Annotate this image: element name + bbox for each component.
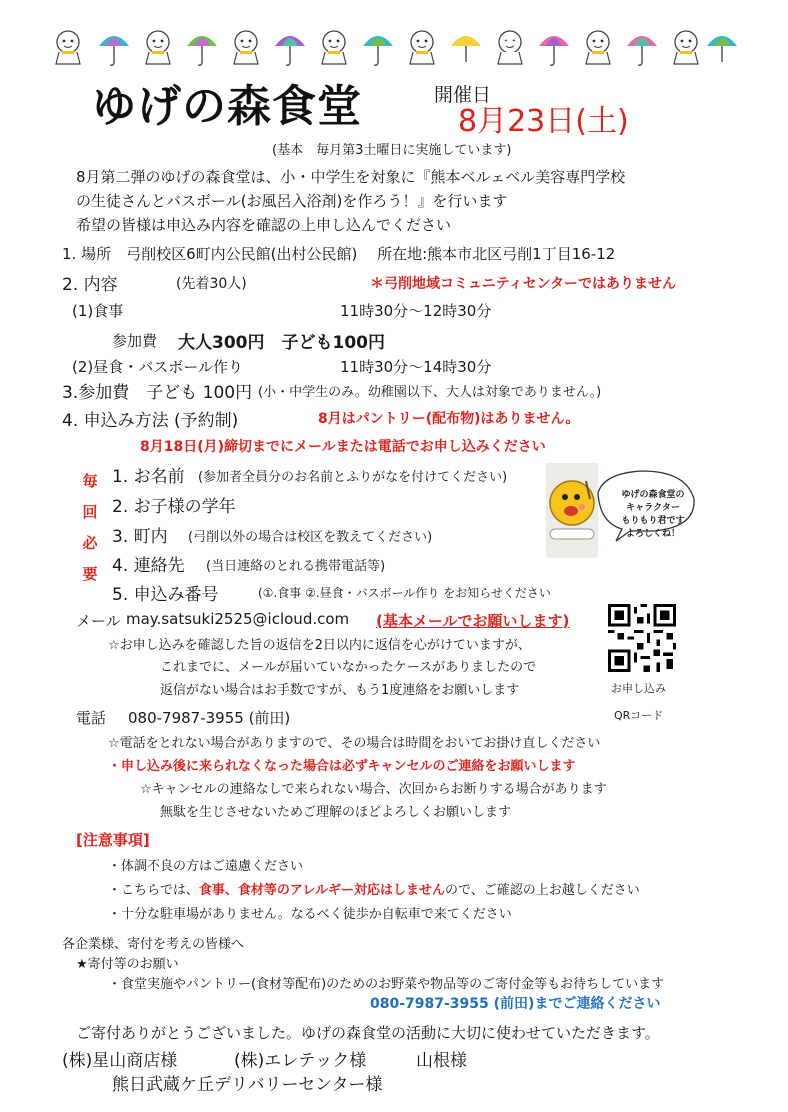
donation-heading: ★寄付等のお願い [76,957,179,972]
mascot-illustration [546,463,698,558]
mail-note-line: これまでに、メールが届いていなかったケースがありましたので [160,660,537,675]
bathball-time: 11時30分～14時30分 [340,358,492,376]
intro-line: の生徒さんとバスボール(お風呂入浴剤)を作ろう！』を行います [76,192,508,210]
umbrella-icon [448,28,484,68]
required-item-grade: 2. お子様の学年 [112,497,236,517]
mascot-bubble-line: もりもり君です [621,516,685,526]
mail-label: メール [76,612,121,630]
notes-text: ので、ご確認の上お越しください [445,883,640,898]
mascot-bubble-line: よろしくね！ [625,529,680,539]
required-char: 回 [82,503,98,521]
notes-line: ・体調不良の方はご遠慮ください [108,859,304,874]
fee-heading: 3.参加費 子ども 100円 [62,383,253,403]
donation-body: ・食堂実施やパントリー(食材等配布)のためのお野菜や物品等のご寄付金等もお待ちしています [108,977,665,992]
teru-teru-bozu-icon [228,28,264,68]
intro-line: 希望の皆様は申込み内容を確認の上申し込んでください [76,216,452,234]
apply-deadline: 8月18日(月)締切までにメールまたは電話でお申し込みください [140,439,546,455]
mail-address[interactable]: may.satsuki2525@icloud.com [126,610,350,628]
required-item-note: (弓削以外の場合は校区を教えてください) [188,530,433,545]
date-label: 開催日 [434,84,492,106]
intro-line: 8月第二弾のゆげの森食堂は、小・中学生を対象に『熊本ベルェベル美容専門学校 [76,168,626,186]
required-item-note: (参加者全員分のお名前とふりがなを付けてください) [198,470,508,485]
required-item-name: 1. お名前 [112,467,185,487]
umbrella-icon [272,28,308,68]
page-title: ゆげの森食堂 [92,81,362,132]
phone-number[interactable]: 080-7987-3955 (前田) [128,709,291,727]
place-line: 1. 場所 弓削校区6町内公民館(出村公民館) 所在地:熊本市北区弓削1丁目16-12 [62,245,616,263]
teru-teru-bozu-icon [404,28,440,68]
teru-teru-bozu-icon [492,28,528,68]
apply-pantry-note: 8月はパントリー(配布物)はありません。 [318,411,580,427]
thanks-line: ご寄付ありがとうございました。ゆげの森食堂の活動に大切に使わせていただきます。 [76,1024,660,1042]
teru-teru-bozu-icon [316,28,352,68]
required-item-number: 5. 申込み番号 [112,585,219,605]
required-item-town: 3. 町内 [112,527,168,547]
phone-note-line: ☆キャンセルの連絡なしで来られない場合、次回からお断りする場合があります [140,782,607,797]
notes-line: ・十分な駐車場がありません。なるべく徒歩か自転車で来てください [108,907,512,922]
required-char: 要 [82,565,98,583]
required-vertical-label [80,466,100,590]
teru-teru-bozu-icon [668,28,704,68]
teru-teru-bozu-icon [580,28,616,68]
notes-heading: [注意事項] [76,831,150,849]
qr-caption: QRコード [614,709,664,722]
donation-contact: 080-7987-3955 (前田)までご連絡ください [370,996,661,1012]
teru-teru-bozu-icon [50,28,86,68]
umbrella-icon [624,28,660,68]
notes-line-allergy [108,879,640,898]
bathball-label: (2)昼食・バスボール作り [72,358,243,376]
sponsor-name: 熊日武蔵ケ丘デリバリーセンター様 [112,1075,383,1095]
mail-basic-note: (基本メールでお願いします) [376,612,570,630]
umbrella-icon [184,28,220,68]
meal-fee-value: 大人300円 子ども100円 [178,333,385,353]
event-date: 8月23日(土) [458,104,629,139]
content-heading: 2. 内容 [62,275,118,295]
phone-label: 電話 [76,709,107,727]
required-item-contact: 4. 連絡先 [112,556,185,576]
decorative-border [50,28,740,68]
mail-note-line: 返信がない場合はお手数ですが、もう1度連絡をお願いします [160,683,520,698]
cancel-warning: ・申し込み後に来られなくなった場合は必ずキャンセルのご連絡をお願いします [108,759,576,774]
phone-note-line: ☆電話をとれない場合がありますので、その場合は時間をおいてお掛け直しください [108,736,601,751]
mascot-bubble-line: ゆげの森食堂の [621,490,685,500]
schedule-note: (基本 毎月第3土曜日に実施しています) [272,143,512,158]
teru-teru-bozu-icon [140,28,176,68]
sponsor-name: 山根様 [416,1051,467,1071]
apply-heading: 4. 申込み方法 (予約制) [62,411,239,431]
notes-text: ・こちらでは、 [108,883,199,898]
required-char: 毎 [82,472,98,490]
phone-note-line: 無駄を生じさせないためご理解のほどよろしくお願いします [160,805,512,820]
fee-note: (小・中学生のみ。幼稚園以下、大人は対象でありません。) [258,385,602,400]
content-warning: ＊弓削地域コミュニティセンターではありません [370,276,677,292]
meal-time: 11時30分～12時30分 [340,302,492,320]
qr-code-icon[interactable] [608,604,676,672]
umbrella-icon [360,28,396,68]
required-item-note: (①.食事 ②.昼食・バスボール作り をお知らせください [258,586,551,600]
required-item-note: (当日連絡のとれる携帯電話等) [206,559,386,574]
content-capacity: (先着30人) [176,276,247,292]
sponsor-name: (株)エレテック様 [234,1051,367,1071]
mascot-bubble-line: キャラクター [626,503,680,513]
umbrella-icon [96,28,132,68]
meal-label: (1)食事 [72,302,124,320]
umbrella-icon [536,28,572,68]
umbrella-icon [704,28,740,68]
required-char: 必 [82,534,98,552]
meal-fee-label: 参加費 [112,332,158,350]
sponsor-name: (株)星山商店様 [62,1051,178,1071]
mail-note-line: ☆お申し込みを確認した旨の返信を2日以内に返信を心がけていますが、 [108,638,531,653]
qr-caption: お申し込み [611,682,666,695]
allergy-warning: 食事、食材等のアレルギー対応はしません [198,883,446,898]
donation-intro: 各企業様、寄付を考えの皆様へ [62,937,245,952]
